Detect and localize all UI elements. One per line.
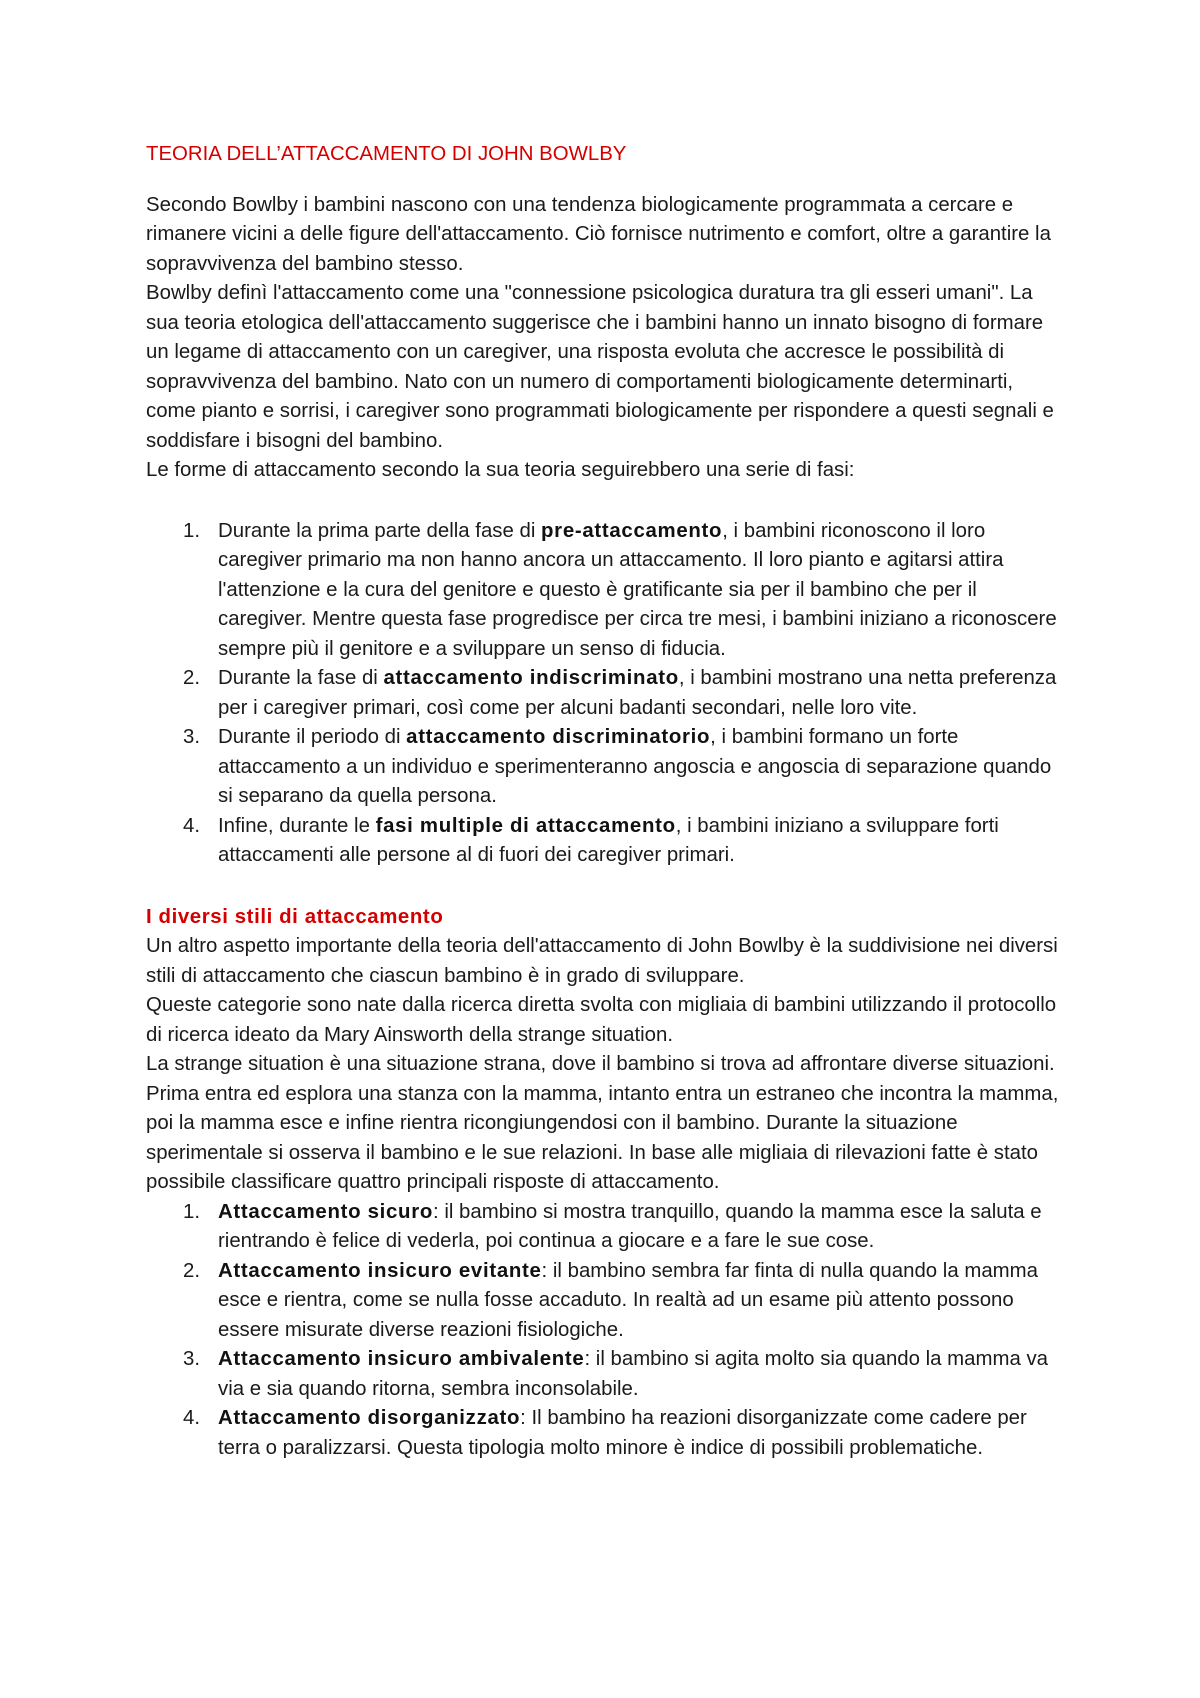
intro-paragraph-1: Secondo Bowlby i bambini nascono con una tendenza biologicamente programmata a cercare e rimanere vicini a delle figure dell'attaccamento. Ciò fornisce nutrimento e comfort, oltre a garantire la sopravvivenza del bambino stesso.: [146, 193, 1051, 275]
section-paragraph-2: Queste categorie sono nate dalla ricerca diretta svolta con migliaia di bambini utilizzando il protocollo di ricerca ideato da Mary Ainsworth della strange situation.: [146, 994, 1057, 1046]
phase-text-pre: Infine, durante le: [218, 814, 376, 837]
style-item-4: [146, 1404, 1066, 1463]
phase-term: fasi multiple di attaccamento: [375, 814, 676, 837]
phases-list: [146, 517, 1066, 871]
style-term: Attaccamento disorganizzato: [218, 1407, 521, 1429]
phase-text-pre: Durante la prima parte della fase di: [218, 519, 542, 542]
style-term: Attaccamento sicuro: [218, 1200, 433, 1223]
phase-item-3: [146, 723, 1066, 812]
phase-term: pre-attaccamento: [541, 519, 723, 542]
phase-text-pre: Durante la fase di: [218, 667, 384, 689]
style-item-2: [146, 1257, 1066, 1346]
style-item-3: [146, 1345, 1066, 1404]
phase-term: attaccamento indiscriminato: [383, 667, 679, 689]
phase-item-2: [146, 664, 1066, 723]
styles-list: [146, 1198, 1066, 1464]
section-heading: I diversi stili di attaccamento: [146, 905, 444, 928]
list-number: 3.: [183, 726, 201, 748]
document-page: [146, 140, 1066, 1463]
list-number: 1.: [183, 1200, 201, 1223]
phase-text-post: , i bambini mostrano una netta preferenza per i caregiver primari, così come per alcuni badanti secondari, nelle loro vite.: [218, 667, 1057, 719]
style-item-1: [146, 1198, 1066, 1257]
section-paragraph-3: La strange situation è una situazione strana, dove il bambino si trova ad affrontare diverse situazioni. Prima entra ed esplora una stanza con la mamma, intanto entra un estraneo che incontra la mamma, poi la mamma esce e infine rientra ricongiungendosi con il bambino. Durante la situazione sperimentale si osserva il bambino e le sue relazioni. In base alle migliaia di rilevazioni fatte è stato possibile classificare quattro principali risposte di attaccamento.: [146, 1053, 1059, 1193]
document-title: TEORIA DELL’ATTACCAMENTO DI JOHN BOWLBY: [146, 143, 627, 165]
phase-term: attaccamento discriminatorio: [406, 726, 711, 748]
list-number: 4.: [183, 814, 201, 837]
list-number: 3.: [183, 1348, 201, 1370]
phase-text-pre: Durante il periodo di: [218, 726, 407, 748]
list-number: 2.: [183, 1259, 201, 1282]
style-text: : il bambino sembra far finta di nulla quando la mamma esce e rientra, come se nulla fosse accaduto. In realtà ad un esame più attento possono essere misurate diverse reazioni fisiologiche.: [218, 1259, 1038, 1341]
phase-item-1: [146, 517, 1066, 665]
style-text: : il bambino si mostra tranquillo, quando la mamma esce la saluta e rientrando è felice di vederla, poi continua a giocare e a fare le sue cose.: [218, 1200, 1042, 1252]
list-number: 2.: [183, 667, 201, 689]
list-number: 4.: [183, 1407, 201, 1429]
intro-paragraph-2: Bowlby definì l'attaccamento come una "connessione psicologica duratura tra gli esseri umani". La sua teoria etologica dell'attaccamento suggerisce che i bambini hanno un innato bisogno di formare un legame di attaccamento con un caregiver, una risposta evoluta che accresce le possibilità di sopravvivenza del bambino. Nato con un numero di comportamenti biologicamente determinarti, come pianto e sorrisi, i caregiver sono programmati biologicamente per rispondere a questi segnali e soddisfare i bisogni del bambino.: [146, 282, 1054, 452]
style-text: : il bambino si agita molto sia quando la mamma va via e sia quando ritorna, sembra inconsolabile.: [218, 1348, 1049, 1400]
intro-paragraph-3: Le forme di attaccamento secondo la sua teoria seguirebbero una serie di fasi:: [146, 459, 855, 481]
phase-text-post: , i bambini iniziano a sviluppare forti attaccamenti alle persone al di fuori dei caregiver primari.: [218, 814, 999, 866]
list-number: 1.: [183, 519, 201, 542]
style-term: Attaccamento insicuro evitante: [218, 1259, 542, 1282]
phase-text-post: , i bambini riconoscono il loro caregiver primario ma non hanno ancora un attaccamento. Il loro pianto e agitarsi attira l'attenzione e la cura del genitore e questo è gratificante sia per il bambino che per il caregiver. Mentre questa fase progredisce per circa tre mesi, i bambini iniziano a riconoscere sempre più il genitore e a sviluppare un senso di fiducia.: [218, 519, 1057, 660]
section-paragraph-1: Un altro aspetto importante della teoria dell'attaccamento di John Bowlby è la suddivisione nei diversi stili di attaccamento che ciascun bambino è in grado di sviluppare.: [146, 935, 1058, 987]
style-text: : Il bambino ha reazioni disorganizzate come cadere per terra o paralizzarsi. Questa tipologia molto minore è indice di possibili problematiche.: [218, 1407, 1027, 1459]
style-term: Attaccamento insicuro ambivalente: [218, 1348, 585, 1370]
phase-item-4: [146, 812, 1066, 871]
phase-text-post: , i bambini formano un forte attaccamento a un individuo e sperimenteranno angoscia e angoscia di separazione quando si separano da quella persona.: [218, 726, 1052, 807]
